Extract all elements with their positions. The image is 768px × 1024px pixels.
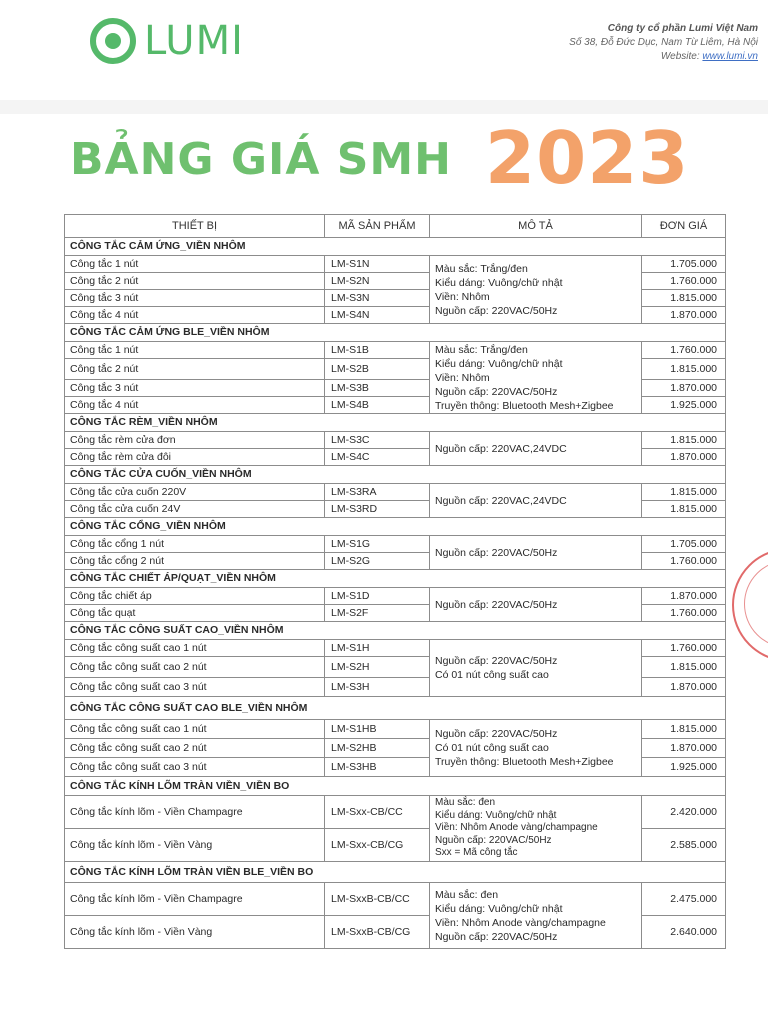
section-title: CÔNG TẮC CÔNG SUẤT CAO_VIỀN NHÔM <box>65 622 726 640</box>
unit-price: 1.815.000 <box>642 484 726 501</box>
product-code: LM-S1G <box>325 536 430 553</box>
product-code: LM-S4N <box>325 307 430 324</box>
desc-line: Kiểu dáng: Vuông/chữ nhật <box>435 357 563 370</box>
desc-line: Kiểu dáng: Vuông/chữ nhật <box>435 276 563 289</box>
section-row <box>65 518 726 536</box>
table-row <box>65 796 726 829</box>
unit-price: 1.705.000 <box>642 256 726 273</box>
section-title: CÔNG TẮC CẢM ỨNG_VIỀN NHÔM <box>65 238 726 256</box>
section-title: CÔNG TẮC KÍNH LÕM TRÀN VIỀN BLE_VIỀN BO <box>65 862 726 883</box>
unit-price: 1.870.000 <box>642 380 726 397</box>
desc-line: Có 01 nút công suất cao <box>435 742 549 754</box>
desc-line: Màu sắc: đen <box>435 888 499 901</box>
product-code: LM-S3C <box>325 432 430 449</box>
unit-price: 1.925.000 <box>642 397 726 414</box>
description: Nguồn cấp: 220VAC/50Hz <box>430 536 642 570</box>
product-code: LM-S3H <box>325 678 430 697</box>
section-title: CÔNG TẮC CẢM ỨNG BLE_VIỀN NHÔM <box>65 324 726 342</box>
desc-line: Truyền thông: Bluetooth Mesh+Zigbee <box>435 399 614 412</box>
device-name: Công tắc 3 nút <box>65 380 325 397</box>
description <box>430 796 642 862</box>
table-row <box>65 640 726 657</box>
page-year: 2023 <box>485 116 690 200</box>
product-code: LM-S3B <box>325 380 430 397</box>
unit-price: 1.870.000 <box>642 449 726 466</box>
desc-line: Truyền thông: Bluetooth Mesh+Zigbee <box>435 756 614 768</box>
page-title: BẢNG GIÁ SMH <box>70 134 453 185</box>
description: Nguồn cấp: 220VAC,24VDC <box>430 484 642 518</box>
device-name: Công tắc công suất cao 1 nút <box>65 640 325 657</box>
product-code: LM-S1H <box>325 640 430 657</box>
unit-price: 2.640.000 <box>642 916 726 949</box>
company-name: Công ty cổ phần Lumi Việt Nam <box>607 23 758 34</box>
unit-price: 1.870.000 <box>642 739 726 758</box>
desc-line: Nguồn cấp: 220VAC/50Hz <box>435 655 558 667</box>
device-name: Công tắc kính lõm - Viền Vàng <box>65 829 325 862</box>
section-row <box>65 777 726 796</box>
unit-price: 1.815.000 <box>642 290 726 307</box>
unit-price: 1.760.000 <box>642 342 726 359</box>
section-row <box>65 324 726 342</box>
product-code: LM-SxxB-CB/CG <box>325 916 430 949</box>
header-desc: MÔ TẢ <box>430 215 642 238</box>
section-row <box>65 622 726 640</box>
desc-line: Có 01 nút công suất cao <box>435 669 549 681</box>
desc-line: Màu sắc: Trắng/đen <box>435 262 528 275</box>
product-code: LM-S2F <box>325 605 430 622</box>
company-stamp <box>732 548 768 662</box>
section-title: CÔNG TẮC CỔNG_VIỀN NHÔM <box>65 518 726 536</box>
product-code: LM-S1N <box>325 256 430 273</box>
unit-price: 1.760.000 <box>642 553 726 570</box>
product-code: LM-S3N <box>325 290 430 307</box>
product-code: LM-S1HB <box>325 720 430 739</box>
device-name: Công tắc 2 nút <box>65 273 325 290</box>
desc-line: Viền: Nhôm <box>435 290 490 303</box>
lumi-logo-icon <box>88 16 138 66</box>
desc-line: Kiểu dáng: Vuông/chữ nhật <box>435 809 557 821</box>
section-row <box>65 697 726 720</box>
desc-line: Viền: Nhôm Anode vàng/champagne <box>435 822 598 834</box>
product-code: LM-S4C <box>325 449 430 466</box>
desc-line: Nguồn cấp: 220VAC/50Hz <box>435 930 558 943</box>
table-row <box>65 432 726 449</box>
device-name: Công tắc cửa cuốn 220V <box>65 484 325 501</box>
section-title: CÔNG TẮC CÔNG SUẤT CAO BLE_VIỀN NHÔM <box>65 697 726 720</box>
device-name: Công tắc công suất cao 2 nút <box>65 739 325 758</box>
section-title: CÔNG TẮC CHIẾT ÁP/QUẠT_VIỀN NHÔM <box>65 570 726 588</box>
desc-line: Nguồn cấp: 220VAC/50Hz <box>435 304 558 317</box>
section-title: CÔNG TẮC RÈM_VIỀN NHÔM <box>65 414 726 432</box>
description <box>430 720 642 777</box>
product-code: LM-S2B <box>325 359 430 380</box>
unit-price: 1.760.000 <box>642 273 726 290</box>
device-name: Công tắc 2 nút <box>65 359 325 380</box>
table-row <box>65 883 726 916</box>
product-code: LM-SxxB-CB/CC <box>325 883 430 916</box>
device-name: Công tắc công suất cao 3 nút <box>65 758 325 777</box>
product-code: LM-S4B <box>325 397 430 414</box>
device-name: Công tắc kính lõm - Viền Champagre <box>65 796 325 829</box>
product-code: LM-S2N <box>325 273 430 290</box>
unit-price: 1.815.000 <box>642 359 726 380</box>
desc-line: Viền: Nhôm Anode vàng/champagne <box>435 916 606 929</box>
header-price: ĐƠN GIÁ <box>642 215 726 238</box>
device-name: Công tắc công suất cao 2 nút <box>65 657 325 678</box>
device-name: Công tắc kính lõm - Viền Vàng <box>65 916 325 949</box>
lumi-logo <box>88 16 244 66</box>
unit-price: 2.475.000 <box>642 883 726 916</box>
company-address: Số 38, Đỗ Đức Dục, Nam Từ Liêm, Hà Nội <box>569 37 758 48</box>
section-row <box>65 570 726 588</box>
device-name: Công tắc cửa cuốn 24V <box>65 501 325 518</box>
device-name: Công tắc cổng 1 nút <box>65 536 325 553</box>
unit-price: 1.815.000 <box>642 432 726 449</box>
description <box>430 883 642 949</box>
unit-price: 1.760.000 <box>642 640 726 657</box>
company-info <box>569 22 758 64</box>
website-label: Website: <box>660 51 700 62</box>
device-name: Công tắc công suất cao 1 nút <box>65 720 325 739</box>
device-name: Công tắc quạt <box>65 605 325 622</box>
device-name: Công tắc công suất cao 3 nút <box>65 678 325 697</box>
header-band <box>0 100 768 114</box>
description <box>430 342 642 414</box>
product-code: LM-S3HB <box>325 758 430 777</box>
desc-line: Kiểu dáng: Vuông/chữ nhật <box>435 902 563 915</box>
table-row <box>65 342 726 359</box>
table-row <box>65 720 726 739</box>
unit-price: 1.815.000 <box>642 657 726 678</box>
desc-line: Màu sắc: Trắng/đen <box>435 343 528 356</box>
unit-price: 1.705.000 <box>642 536 726 553</box>
desc-line: Viền: Nhôm <box>435 371 490 384</box>
description <box>430 256 642 324</box>
product-code: LM-S3RD <box>325 501 430 518</box>
unit-price: 1.870.000 <box>642 307 726 324</box>
unit-price: 1.870.000 <box>642 678 726 697</box>
unit-price: 1.815.000 <box>642 720 726 739</box>
product-code: LM-S2HB <box>325 739 430 758</box>
section-title: CÔNG TẮC CỬA CUỐN_VIỀN NHÔM <box>65 466 726 484</box>
desc-line: Màu sắc: đen <box>435 797 496 809</box>
desc-line: Nguồn cấp: 220VAC/50Hz <box>435 385 558 398</box>
product-code: LM-S1B <box>325 342 430 359</box>
table-header <box>65 215 726 238</box>
desc-line: Nguồn cấp: 220VAC/50Hz <box>435 728 558 740</box>
device-name: Công tắc 1 nút <box>65 256 325 273</box>
table-row <box>65 484 726 501</box>
section-title: CÔNG TẮC KÍNH LÕM TRÀN VIỀN_VIỀN BO <box>65 777 726 796</box>
price-table <box>64 214 726 949</box>
company-website-line <box>569 50 758 64</box>
device-name: Công tắc 1 nút <box>65 342 325 359</box>
product-code: LM-S3RA <box>325 484 430 501</box>
unit-price: 1.870.000 <box>642 588 726 605</box>
table-row <box>65 536 726 553</box>
device-name: Công tắc 4 nút <box>65 397 325 414</box>
table-row <box>65 588 726 605</box>
section-row <box>65 466 726 484</box>
device-name: Công tắc kính lõm - Viền Champagre <box>65 883 325 916</box>
desc-line: Sxx = Mã công tắc <box>435 847 518 859</box>
device-name: Công tắc 3 nút <box>65 290 325 307</box>
section-row <box>65 238 726 256</box>
unit-price: 1.925.000 <box>642 758 726 777</box>
unit-price: 2.585.000 <box>642 829 726 862</box>
header-device: THIẾT BỊ <box>65 215 325 238</box>
product-code: LM-Sxx-CB/CG <box>325 829 430 862</box>
lumi-logo-wordmark: LUMI <box>144 18 244 64</box>
product-code: LM-S2G <box>325 553 430 570</box>
header-code: MÃ SẢN PHẨM <box>325 215 430 238</box>
description <box>430 640 642 697</box>
desc-line: Nguồn cấp: 220VAC/50Hz <box>435 834 552 846</box>
section-row <box>65 862 726 883</box>
device-name: Công tắc rèm cửa đơn <box>65 432 325 449</box>
device-name: Công tắc cổng 2 nút <box>65 553 325 570</box>
product-code: LM-S2H <box>325 657 430 678</box>
unit-price: 1.760.000 <box>642 605 726 622</box>
device-name: Công tắc chiết áp <box>65 588 325 605</box>
unit-price: 1.815.000 <box>642 501 726 518</box>
description: Nguồn cấp: 220VAC,24VDC <box>430 432 642 466</box>
website-link[interactable]: www.lumi.vn <box>702 51 758 62</box>
product-code: LM-S1D <box>325 588 430 605</box>
table-row <box>65 256 726 273</box>
section-row <box>65 414 726 432</box>
product-code: LM-Sxx-CB/CC <box>325 796 430 829</box>
unit-price: 2.420.000 <box>642 796 726 829</box>
device-name: Công tắc 4 nút <box>65 307 325 324</box>
device-name: Công tắc rèm cửa đôi <box>65 449 325 466</box>
description: Nguồn cấp: 220VAC/50Hz <box>430 588 642 622</box>
